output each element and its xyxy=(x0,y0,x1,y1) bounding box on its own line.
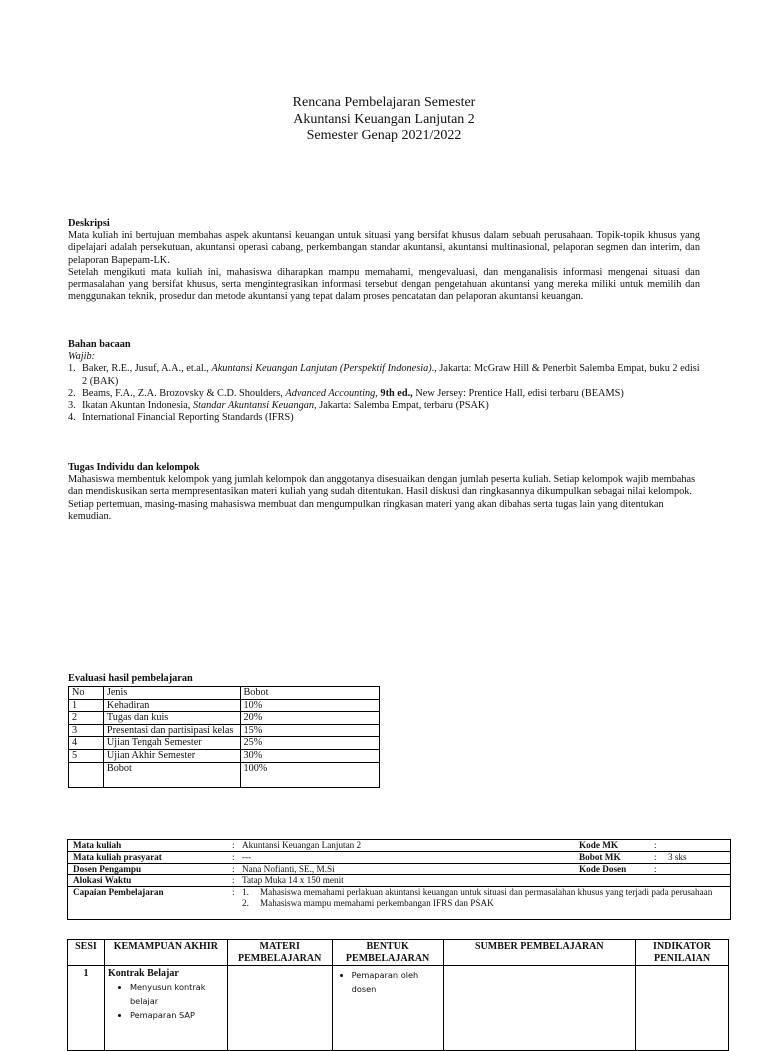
reference-item xyxy=(68,400,700,412)
table-header-row xyxy=(68,940,729,966)
table-cell: 30% xyxy=(240,749,380,762)
wajib-label: Wajib: xyxy=(68,351,96,363)
table-cell: 3 xyxy=(69,724,104,737)
colon: : xyxy=(232,863,235,874)
bobot-mk-label: Bobot MK xyxy=(579,851,621,862)
bentuk-list xyxy=(336,968,440,996)
table-cell: 20% xyxy=(240,712,380,725)
reference-publisher: ., Jakarta: McGraw Hill & Penerbit Salemba Empat, buku 2 edisi 2 (BAK) xyxy=(82,363,700,387)
bahan-bacaan-section xyxy=(68,339,700,424)
reference-item xyxy=(68,412,700,424)
colon: : xyxy=(232,851,235,862)
reference-publisher: New Jersey: Prentice Hall, edisi terbaru (BEAMS) xyxy=(412,387,624,399)
reference-title: Standar Akuntansi Keuangan, xyxy=(192,400,317,412)
deskripsi-heading: Deskripsi xyxy=(68,218,110,229)
reference-item xyxy=(68,363,700,387)
reference-author: Beams, F.A., Z.A. Brozovsky & C.D. Shoulders, xyxy=(82,387,286,399)
alokasi-label: Alokasi Waktu xyxy=(73,875,132,886)
table-cell: 15% xyxy=(240,724,380,737)
table-cell: 25% xyxy=(240,737,380,750)
tugas-text: Mahasiswa membentuk kelompok yang jumlah kelompok dan anggotanya disesuaikan dengan jumlah peserta kuliah. Setiap kelompok wajib membahas dan mendiskusikan serta mempresentasikan materi kuliah yang sudah ditentukan. Hasil diskusi dan ringkasannya dikumpulkan sebagai nilai kelompok. Setiap pertemuan, masing-masing mahasiswa membuat dan mengumpulkan ringkasan materi yang akan dibahas serta tugas lain yang ditentukan kemudian. xyxy=(68,474,696,522)
table-row xyxy=(69,749,380,762)
table-row xyxy=(69,762,380,787)
info-row-dosen xyxy=(68,864,730,876)
table-cell: 4 xyxy=(69,737,104,750)
evaluasi-heading: Evaluasi hasil pembelajaran xyxy=(68,673,193,684)
column-header-indikator: INDIKATOR PENILAIAN xyxy=(636,940,729,966)
title-line-3: Semester Genap 2021/2022 xyxy=(306,128,462,143)
colon: : xyxy=(654,863,657,874)
table-header-row xyxy=(69,687,380,700)
bentuk-cell xyxy=(332,966,443,1051)
table-cell: 2 xyxy=(69,712,104,725)
kode-mk-label: Kode MK xyxy=(579,840,619,850)
capaian-number: 1. xyxy=(242,887,249,898)
dosen-label: Dosen Pengampu xyxy=(73,863,142,874)
prasyarat-label: Mata kuliah prasyarat xyxy=(73,851,162,862)
document-title xyxy=(0,95,768,145)
mata-kuliah-label: Mata kuliah xyxy=(73,840,122,850)
deskripsi-paragraph-1: Mata kuliah ini bertujuan membahas aspek akuntansi keuangan untuk situasi yang bersifat khusus dalam sebuah perusahaan. Topik-topik khusus yang dipelajari adalah persekutuan, akuntansi operasi cabang, perkembangan standar akuntansi, akuntansi multinasional, pelaporan segmen dan interim, dan pelaporan Bapepam-LK. xyxy=(68,230,700,266)
reference-author: Ikatan Akuntan Indonesia, xyxy=(82,400,193,412)
colon: : xyxy=(232,875,235,886)
deskripsi-paragraph-2: Setelah mengikuti mata kuliah ini, mahasiswa diharapkan mampu memahami, mengevaluasi, dan menganalisis informasi mengenai situasi dan permasalahan yang bersifat khusus, serta mengintegrasikan informasi tersebut dengan pengetahuan akuntansi yang mereka miliki untuk memilih dan menggunakan teknik, prosedur dan metode akuntansi yang tepat dalam proses pencatatan dan pelaporan akuntansi keuangan. xyxy=(68,266,700,303)
column-header-bentuk: BENTUK PEMBELAJARAN xyxy=(332,940,443,966)
table-cell: Bobot xyxy=(103,762,240,787)
table-cell: Ujian Tengah Semester xyxy=(103,737,240,750)
reference-number: 1. xyxy=(68,363,76,375)
table-cell: 10% xyxy=(240,699,380,712)
column-header-sumber: SUMBER PEMBELAJARAN xyxy=(443,940,636,966)
capaian-list xyxy=(238,887,718,908)
list-item: • Menyusun kontrak belajar xyxy=(130,980,224,1008)
reference-number: 4. xyxy=(68,412,76,424)
evaluasi-table xyxy=(68,686,380,788)
reference-number: 2. xyxy=(68,387,76,399)
reference-number: 3. xyxy=(68,400,76,412)
table-row xyxy=(69,737,380,750)
column-header-sesi: SESI xyxy=(68,940,105,966)
table-cell: Presentasi dan partisipasi kelas xyxy=(103,724,240,737)
colon: : xyxy=(232,840,235,850)
mata-kuliah-value: Akuntansi Keuangan Lanjutan 2 xyxy=(242,840,362,850)
column-header-kemampuan: KEMAMPUAN AKHIR xyxy=(104,940,227,966)
kemampuan-list xyxy=(108,980,224,1022)
info-row-alokasi xyxy=(68,875,730,887)
kemampuan-title: Kontrak Belajar xyxy=(107,968,179,979)
tugas-section xyxy=(68,462,700,523)
table-cell: Kehadiran xyxy=(103,699,240,712)
reference-title: Advanced Accounting, xyxy=(285,387,378,399)
table-cell: 100% xyxy=(240,762,380,787)
capaian-number: 2. xyxy=(242,897,249,908)
list-item: • Pemaparan SAP xyxy=(130,1008,224,1022)
reference-edition: 9th ed., xyxy=(377,387,413,399)
bahan-bacaan-heading: Bahan bacaan xyxy=(68,339,131,350)
column-header: Bobot xyxy=(240,687,380,700)
title-line-2: Akuntansi Keuangan Lanjutan 2 xyxy=(293,111,475,127)
kemampuan-cell xyxy=(104,966,227,1051)
reference-author: Baker, R.E., Jusuf, A.A., et.al., xyxy=(82,363,212,375)
reference-title: Akuntansi Keuangan Lanjutan (Perspektif Indonesia) xyxy=(211,363,432,375)
table-row xyxy=(69,699,380,712)
colon: : xyxy=(654,840,657,850)
alokasi-value: Tatap Muka 14 x 150 menit xyxy=(242,875,344,886)
kode-dosen-label: Kode Dosen xyxy=(579,863,627,874)
table-cell: 1 xyxy=(69,699,104,712)
table-cell: Tugas dan kuis xyxy=(103,712,240,725)
table-cell: 5 xyxy=(69,749,104,762)
deskripsi-section xyxy=(68,218,700,303)
capaian-text: Mahasiswa mampu memahami perkembangan IFRS dan PSAK xyxy=(260,897,494,908)
column-header: Jenis xyxy=(103,687,240,700)
capaian-item xyxy=(238,887,718,898)
capaian-item xyxy=(238,898,718,909)
materi-cell xyxy=(227,966,332,1051)
column-header: No xyxy=(69,687,104,700)
title-line-1: Rencana Pembelajaran Semester xyxy=(292,95,476,110)
capaian-label: Capaian Pembelajaran xyxy=(73,887,164,898)
table-row xyxy=(69,712,380,725)
tugas-heading: Tugas Individu dan kelompok xyxy=(68,462,200,473)
info-row-prasyarat xyxy=(68,852,730,864)
dosen-value: Nana Nofianti, SE., M.Si xyxy=(242,863,335,874)
sesi-number: 1 xyxy=(68,966,105,1051)
reference-title: International Financial Reporting Standards (IFRS) xyxy=(82,412,294,424)
table-cell: Ujian Akhir Semester xyxy=(103,749,240,762)
sesi-table xyxy=(67,939,729,1051)
reference-publisher: Jakarta: Salemba Empat, terbaru (PSAK) xyxy=(316,400,489,412)
indikator-cell xyxy=(636,966,729,1051)
bobot-mk-value: 3 sks xyxy=(668,851,687,862)
column-header-materi: MATERI PEMBELAJARAN xyxy=(227,940,332,966)
colon: : xyxy=(654,851,657,862)
reference-list xyxy=(68,363,700,424)
course-info-box xyxy=(67,839,731,920)
info-row-capaian xyxy=(68,887,730,919)
table-cell xyxy=(69,762,104,787)
table-row xyxy=(69,724,380,737)
capaian-text: Mahasiswa memahami perlakuan akuntansi keuangan untuk situasi dan permasalahan khusus yang terjadi pada perusahaan xyxy=(260,887,713,898)
colon: : xyxy=(232,887,235,898)
sumber-cell xyxy=(443,966,636,1051)
table-row xyxy=(68,966,729,1051)
list-item: • Pemaparan oleh dosen xyxy=(352,968,440,996)
prasyarat-value: --- xyxy=(242,851,252,862)
info-row-mata-kuliah xyxy=(68,840,730,852)
reference-item xyxy=(68,388,700,400)
